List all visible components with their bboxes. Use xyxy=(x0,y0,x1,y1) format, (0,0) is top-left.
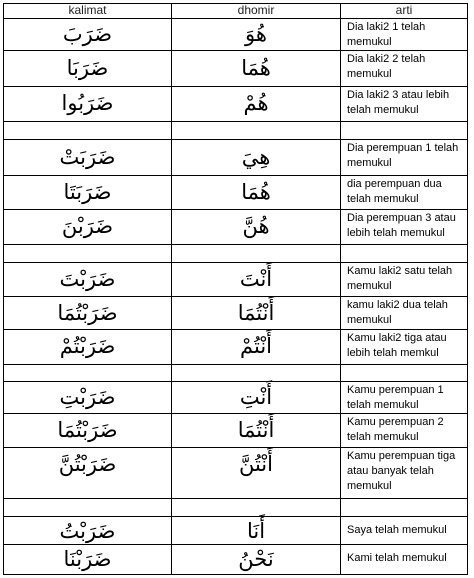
table-row xyxy=(4,545,467,574)
arti-cell: kamu laki2 dua telah memukul xyxy=(347,299,448,326)
conjugation-table xyxy=(3,3,468,575)
table-row xyxy=(4,414,467,448)
dhomir-cell: أَنْتُمْ xyxy=(172,330,341,364)
kalimat-cell: ضَرَبْتُ xyxy=(4,517,172,544)
kalimat-cell: ضَرَبْتُمَا xyxy=(4,414,172,447)
dhomir-cell: هُمْ xyxy=(172,87,341,121)
dhomir-cell: أَنْتُمَا xyxy=(172,297,341,329)
table-row xyxy=(4,297,467,330)
dhomir-cell: أَنْتُنَّ xyxy=(172,448,341,498)
arti-cell: Kami telah memukul xyxy=(347,552,447,564)
arti-cell: Saya telah memukul xyxy=(347,524,447,536)
dhomir-cell: أَنْتِ xyxy=(172,382,341,413)
dhomir-cell: نَحْنُ xyxy=(172,545,341,574)
kalimat-cell: ضَرَبْنَ xyxy=(4,210,172,244)
arti-cell: Dia laki2 3 atau lebih telah memukul xyxy=(347,89,450,116)
table-row xyxy=(4,19,467,51)
kalimat-cell: ضَرَبْنَا xyxy=(4,545,172,574)
kalimat-cell: ضَرَبْتُنَّ xyxy=(4,448,172,498)
kalimat-cell: ضَرَبَتْ xyxy=(4,140,172,175)
dhomir-cell: أَنْتُمَا xyxy=(172,414,341,447)
arti-cell: Dia perempuan 1 telah memukul xyxy=(347,142,459,169)
table-row xyxy=(4,87,467,122)
arti-cell: Kamu perempuan 2 telah memukul xyxy=(347,416,444,443)
table-row xyxy=(4,140,467,176)
kalimat-cell: ضَرَبْتَ xyxy=(4,263,172,296)
kalimat-cell: ضَرَبَ xyxy=(4,19,172,50)
dhomir-cell: هُمَا xyxy=(172,176,341,209)
table-row xyxy=(4,210,467,245)
dhomir-cell: هِيَ xyxy=(172,140,341,175)
dhomir-cell: هُنَّ xyxy=(172,210,341,244)
arti-cell: Kamu laki2 satu telah memukul xyxy=(347,265,453,292)
table-row xyxy=(4,263,467,297)
kalimat-cell: ضَرَبْتُمْ xyxy=(4,330,172,364)
kalimat-cell: ضَرَبُوا xyxy=(4,87,172,121)
header-arti: arti xyxy=(395,3,413,17)
arti-cell: Dia perempuan 3 atau lebih telah memukul xyxy=(347,212,456,239)
table-row xyxy=(4,176,467,210)
dhomir-cell: هُمَا xyxy=(172,51,341,86)
table-row xyxy=(4,330,467,365)
arti-cell: Kamu perempuan 1 telah memukul xyxy=(347,384,444,411)
spacer-row xyxy=(4,245,467,263)
spacer-row xyxy=(4,499,467,517)
arti-cell: Dia laki2 1 telah memukul xyxy=(347,21,426,48)
table-row xyxy=(4,51,467,87)
arti-cell: Dia laki2 2 telah memukul xyxy=(347,53,426,80)
kalimat-cell: ضَرَبْتِ xyxy=(4,382,172,413)
table-row xyxy=(4,517,467,545)
dhomir-cell: أَنَا xyxy=(172,517,341,544)
header-row xyxy=(4,4,467,19)
arti-cell: dia perempuan dua telah memukul xyxy=(347,178,442,205)
spacer-row xyxy=(4,365,467,382)
header-kalimat: kalimat xyxy=(4,4,172,18)
table-row xyxy=(4,448,467,499)
arti-cell: Kamu perempuan tiga atau banyak telah memukul xyxy=(347,450,456,492)
table-row xyxy=(4,382,467,414)
spacer-row xyxy=(4,122,467,140)
kalimat-cell: ضَرَبْتُمَا xyxy=(4,297,172,329)
kalimat-cell: ضَرَبَتَا xyxy=(4,176,172,209)
dhomir-cell: هُوَ xyxy=(172,19,341,50)
header-dhomir: dhomir xyxy=(172,4,341,18)
dhomir-cell: أَنْتَ xyxy=(172,263,341,296)
kalimat-cell: ضَرَبَا xyxy=(4,51,172,86)
arti-cell: Kamu laki2 tiga atau lebih telah memkul xyxy=(347,332,447,359)
